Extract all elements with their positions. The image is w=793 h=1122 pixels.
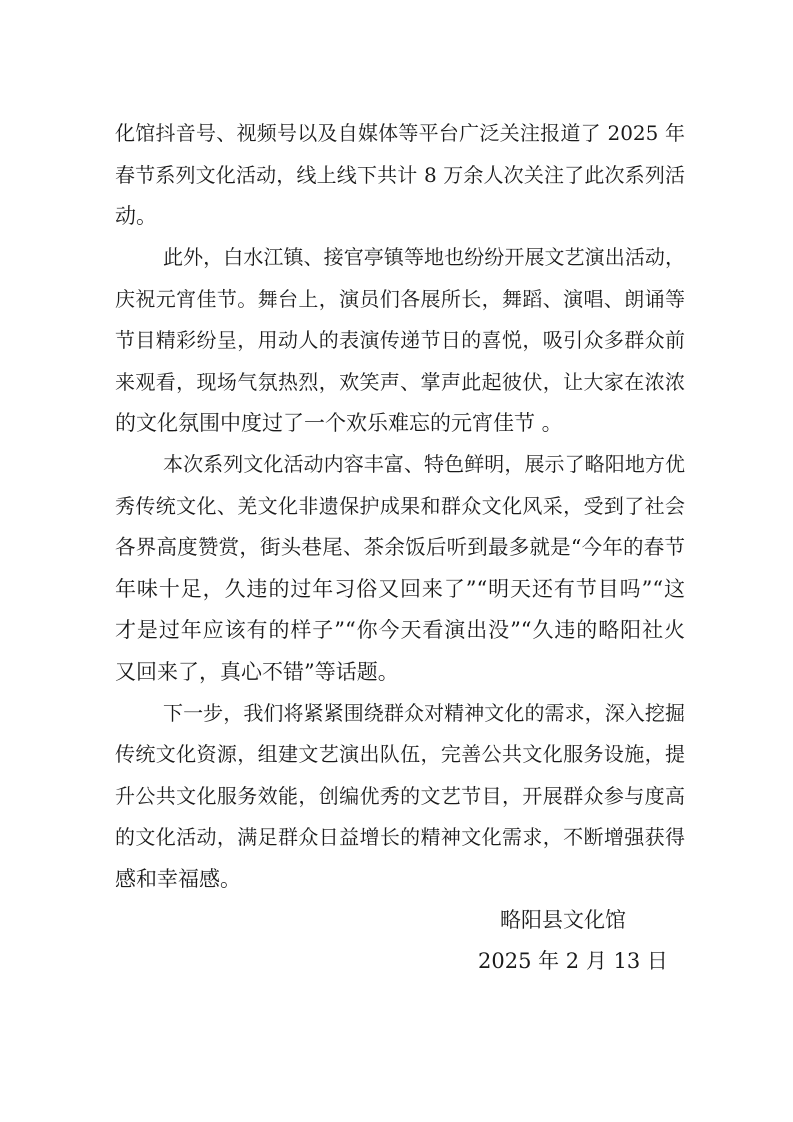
paragraph-3-line-5: 才是过年应该有的样子”“你今天看演出没”“久违的略阳社火	[115, 618, 685, 642]
paragraph-3-line-4: 年味十足，久违的过年习俗又回来了”“明天还有节目吗”“这	[115, 577, 685, 601]
paragraph-3-line-1: 本次系列文化活动内容丰富、特色鲜明，展示了略阳地方优	[163, 452, 685, 476]
paragraph-1-line-1: 化馆抖音号、视频号以及自媒体等平台广泛关注报道了 2025 年	[115, 121, 685, 145]
signature-date: 2025 年 2 月 13 日	[478, 949, 668, 973]
paragraph-4-line-2: 传统文化资源，组建文艺演出队伍，完善公共文化服务设施，提	[115, 742, 685, 766]
paragraph-4-line-5: 感和幸福感。	[115, 867, 241, 891]
paragraph-1-line-2: 春节系列文化活动，线上线下共计 8 万余人次关注了此次系列活	[115, 163, 685, 187]
paragraph-2-line-2: 庆祝元宵佳节。舞台上，演员们各展所长，舞蹈、演唱、朗诵等	[115, 287, 685, 311]
paragraph-4-line-3: 升公共文化服务效能，创编优秀的文艺节目，开展群众参与度高	[115, 784, 685, 808]
paragraph-4-line-1: 下一步，我们将紧紧围绕群众对精神文化的需求，深入挖掘	[163, 701, 685, 725]
paragraph-2-line-1: 此外，白水江镇、接官亭镇等地也纷纷开展文艺演出活动，	[163, 245, 685, 269]
paragraph-2-line-3: 节目精彩纷呈，用动人的表演传递节日的喜悦，吸引众多群众前	[115, 328, 685, 352]
paragraph-1-line-3: 动。	[115, 204, 157, 228]
paragraph-3-line-2: 秀传统文化、羌文化非遗保护成果和群众文化风采，受到了社会	[115, 494, 685, 518]
paragraph-3-line-6: 又回来了，真心不错”等话题。	[115, 660, 399, 684]
paragraph-2-line-4: 来观看，现场气氛热烈，欢笑声、掌声此起彼伏，让大家在浓浓	[115, 370, 685, 394]
paragraph-2-line-5: 的文化氛围中度过了一个欢乐难忘的元宵佳节 。	[115, 411, 563, 435]
signature-organization: 略阳县文化馆	[500, 908, 626, 932]
paragraph-4-line-4: 的文化活动，满足群众日益增长的精神文化需求，不断增强获得	[115, 825, 685, 849]
paragraph-3-line-3: 各界高度赞赏，街头巷尾、茶余饭后听到最多就是“今年的春节	[115, 535, 685, 559]
